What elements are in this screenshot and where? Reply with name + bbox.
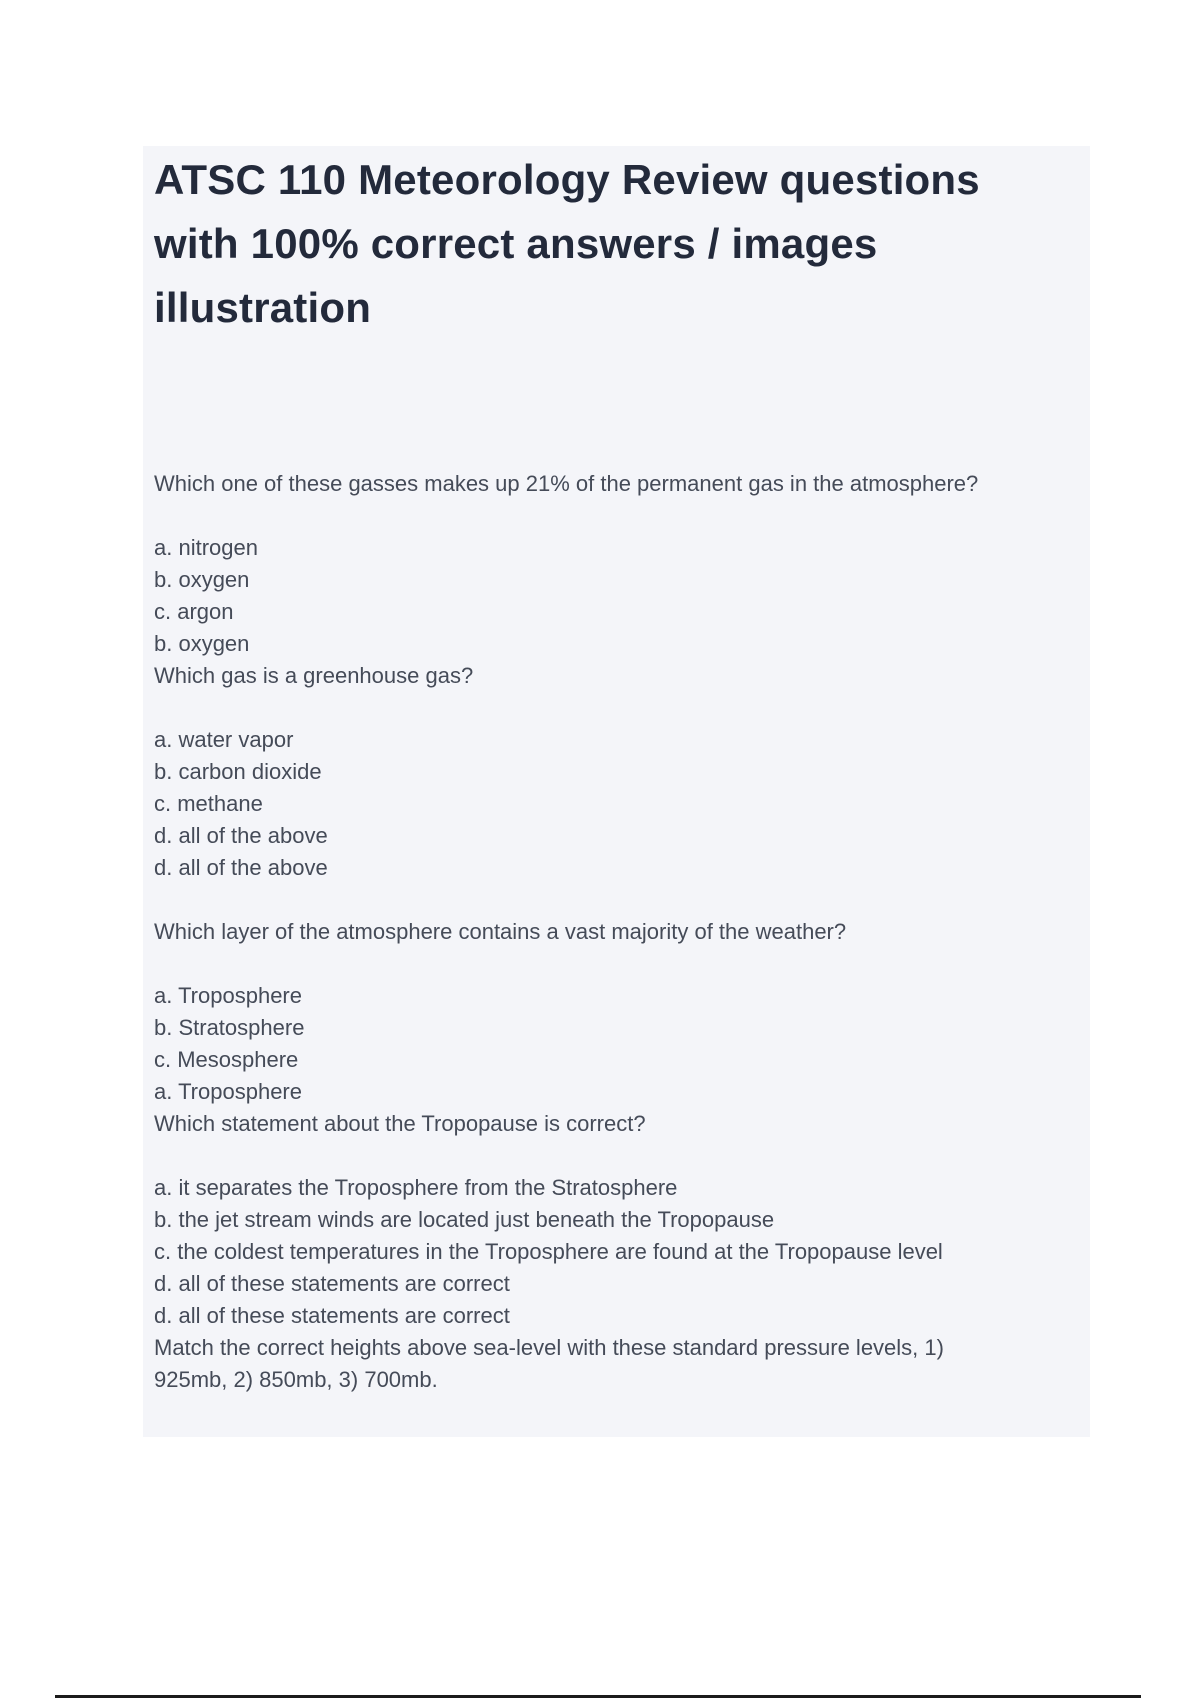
text-line bbox=[154, 1140, 1079, 1172]
text-line: d. all of these statements are correct bbox=[154, 1303, 510, 1328]
text-line: Which statement about the Tropopause is correct? bbox=[154, 1111, 646, 1136]
document-content-area bbox=[143, 146, 1090, 1437]
text-line: c. Mesosphere bbox=[154, 1047, 299, 1072]
text-line: d. all of the above bbox=[154, 855, 328, 880]
text-line: Which gas is a greenhouse gas? bbox=[154, 663, 474, 688]
document-title-line: ATSC 110 Meteorology Review questions bbox=[154, 156, 980, 203]
text-line: a. water vapor bbox=[154, 727, 294, 752]
text-line: c. methane bbox=[154, 791, 263, 816]
text-line: b. Stratosphere bbox=[154, 1015, 305, 1040]
document-title-line: with 100% correct answers / images bbox=[154, 220, 878, 267]
text-line: b. oxygen bbox=[154, 567, 250, 592]
text-line: a. nitrogen bbox=[154, 535, 258, 560]
text-line: Which layer of the atmosphere contains a vast majority of the weather? bbox=[154, 919, 847, 944]
text-line: d. all of the above bbox=[154, 823, 328, 848]
document-title bbox=[154, 148, 1074, 340]
text-line: b. the jet stream winds are located just beneath the Tropopause bbox=[154, 1207, 775, 1232]
text-line: Match the correct heights above sea-level with these standard pressure levels, 1) bbox=[154, 1335, 944, 1360]
text-line bbox=[154, 948, 1079, 980]
text-line: b. oxygen bbox=[154, 631, 250, 656]
text-line bbox=[154, 884, 1079, 916]
page-separator-line bbox=[55, 1695, 1141, 1698]
text-line: b. carbon dioxide bbox=[154, 759, 322, 784]
text-line bbox=[154, 692, 1079, 724]
text-line: a. Troposphere bbox=[154, 1079, 302, 1104]
document-body bbox=[154, 468, 1079, 1396]
document-title-line: illustration bbox=[154, 284, 372, 331]
text-line: 925mb, 2) 850mb, 3) 700mb. bbox=[154, 1367, 438, 1392]
text-line: a. it separates the Troposphere from the Stratosphere bbox=[154, 1175, 678, 1200]
text-line bbox=[154, 500, 1079, 532]
text-line: Which one of these gasses makes up 21% of the permanent gas in the atmosphere? bbox=[154, 471, 979, 496]
text-line: d. all of these statements are correct bbox=[154, 1271, 510, 1296]
text-line: c. argon bbox=[154, 599, 234, 624]
text-line: c. the coldest temperatures in the Troposphere are found at the Tropopause level bbox=[154, 1239, 943, 1264]
text-line: a. Troposphere bbox=[154, 983, 302, 1008]
